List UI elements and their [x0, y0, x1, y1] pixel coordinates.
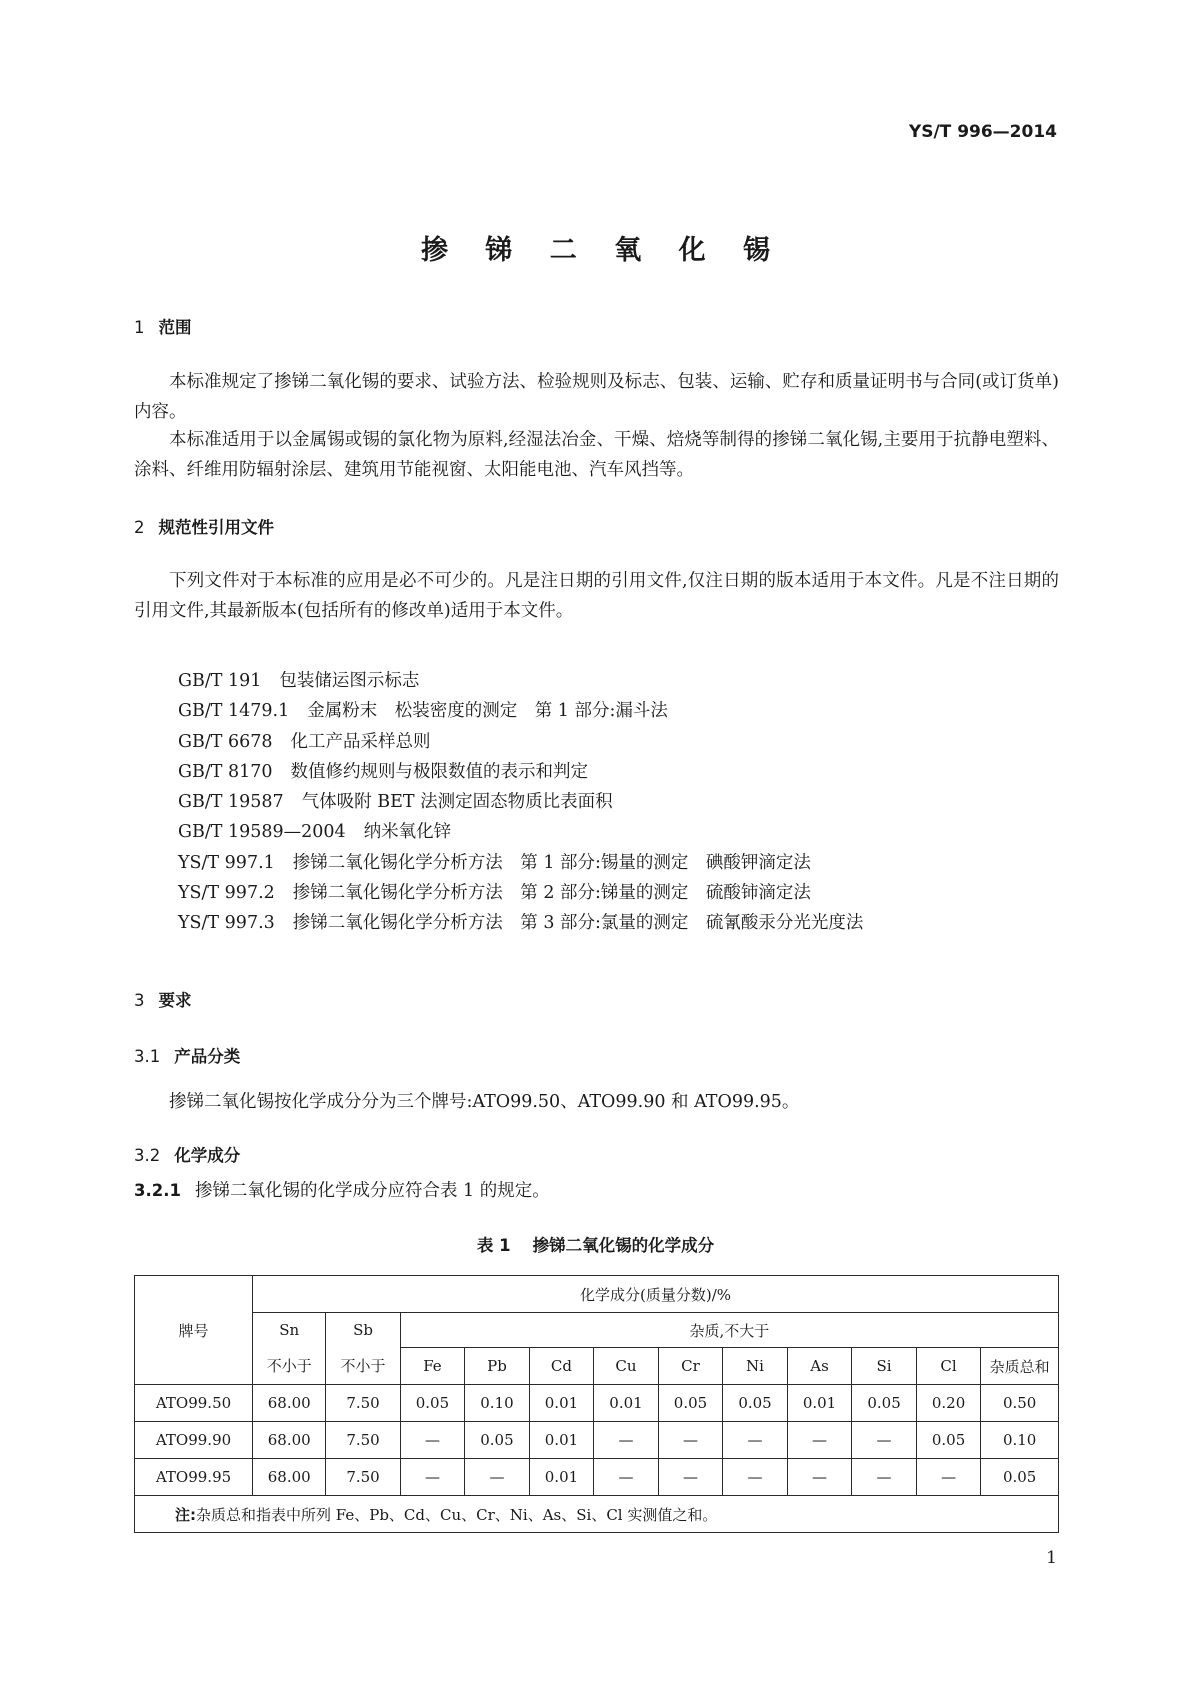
reference-code: GB/T 19587 [178, 792, 284, 813]
reference-title: 金属粉末 松装密度的测定 第 1 部分:漏斗法 [307, 701, 668, 722]
table-row [135, 1385, 1059, 1422]
section-1-paragraph-2: 本标准适用于以金属锡或锡的氯化物为原料,经湿法冶金、干燥、焙烧等制得的掺锑二氧化锡,主要用于抗静电塑料、涂料、纤维用防辐射涂层、建筑用节能视窗、太阳能电池、汽车风挡等。 [134, 430, 1059, 480]
impurity-cell: — [658, 1422, 723, 1459]
reference-list [178, 666, 863, 939]
section-title: 范围 [158, 318, 192, 337]
reference-item [178, 696, 863, 726]
impurity-total-cell: 0.05 [981, 1459, 1059, 1496]
section-3-2-heading [134, 1142, 240, 1166]
impurity-cell: 0.10 [465, 1385, 530, 1422]
impurity-cell: — [465, 1459, 530, 1496]
section-title: 化学成分 [174, 1146, 241, 1165]
impurity-col-header: 杂质总和 [981, 1348, 1059, 1385]
section-number: 1 [134, 318, 145, 337]
sb-min-label: 不小于 [326, 1348, 400, 1385]
section-number: 3.2 [134, 1146, 161, 1165]
section-number: 2 [134, 518, 145, 537]
page-number: 1 [1046, 1548, 1057, 1568]
impurity-col-header: Ni [723, 1348, 788, 1385]
impurity-col-header: Cd [529, 1348, 594, 1385]
reference-item [178, 787, 863, 817]
reference-title: 化工产品采样总则 [290, 731, 431, 752]
reference-code: GB/T 8170 [178, 761, 273, 782]
reference-code: GB/T 19589—2004 [178, 822, 346, 843]
clause-3-2-1 [134, 1177, 550, 1202]
composition-group-header: 化学成分(质量分数)/% [253, 1276, 1059, 1313]
section-3-1-paragraph: 掺锑二氧化锡按化学成分分为三个牌号:ATO99.50、ATO99.90 和 ATO99.95。 [169, 1092, 800, 1112]
impurity-cell: — [916, 1459, 981, 1496]
section-title: 规范性引用文件 [158, 518, 274, 537]
sb-header: Sb [326, 1313, 400, 1348]
impurity-cell: 0.05 [916, 1422, 981, 1459]
brand-cell: ATO99.95 [135, 1459, 253, 1496]
section-2-paragraph-1: 下列文件对于本标准的应用是必不可少的。凡是注日期的引用文件,仅注日期的版本适用于本文件。凡是不注日期的引用文件,其最新版本(包括所有的修改单)适用于本文件。 [134, 571, 1059, 621]
reference-item [178, 848, 863, 878]
reference-title: 纳米氧化锌 [363, 822, 452, 843]
reference-title: 掺锑二氧化锡化学分析方法 第 1 部分:锡量的测定 碘酸钾滴定法 [292, 852, 811, 873]
sn-cell: 68.00 [253, 1422, 326, 1459]
impurity-cell: 0.05 [852, 1385, 917, 1422]
table-caption-text: 掺锑二氧化锡的化学成分 [532, 1236, 715, 1255]
impurity-cell: 0.01 [787, 1385, 852, 1422]
section-number: 3 [134, 991, 145, 1010]
impurity-cell: — [594, 1422, 659, 1459]
reference-code: GB/T 1479.1 [178, 701, 290, 722]
impurity-cell: 0.01 [529, 1422, 594, 1459]
sb-cell: 7.50 [326, 1385, 400, 1422]
section-1-paragraph-1: 本标准规定了掺锑二氧化锡的要求、试验方法、检验规则及标志、包装、运输、贮存和质量证明书与合同(或订货单)内容。 [134, 372, 1059, 422]
impurity-total-cell: 0.50 [981, 1385, 1059, 1422]
reference-item [178, 666, 863, 696]
impurity-cell: 0.05 [400, 1385, 465, 1422]
impurity-cell: 0.01 [529, 1459, 594, 1496]
table-note-row [135, 1496, 1059, 1533]
table-row [135, 1422, 1059, 1459]
impurity-cell: 0.05 [723, 1385, 788, 1422]
section-2-heading [134, 514, 274, 538]
impurity-col-header: Cl [916, 1348, 981, 1385]
impurity-col-header: Fe [400, 1348, 465, 1385]
impurity-cell: — [658, 1459, 723, 1496]
impurity-cell: — [852, 1422, 917, 1459]
reference-title: 数值修约规则与极限数值的表示和判定 [290, 761, 589, 782]
section-3-1-heading [134, 1043, 240, 1067]
note-text: 杂质总和指表中所列 Fe、Pb、Cd、Cu、Cr、Ni、As、Si、Cl 实测值之和。 [196, 1505, 718, 1524]
standard-code: YS/T 996—2014 [908, 122, 1057, 142]
impurity-col-header: Cu [594, 1348, 659, 1385]
reference-title: 掺锑二氧化锡化学分析方法 第 2 部分:锑量的测定 硫酸铈滴定法 [292, 883, 811, 904]
reference-code: YS/T 997.1 [178, 852, 275, 873]
reference-code: YS/T 997.2 [178, 883, 275, 904]
impurity-col-header: Si [852, 1348, 917, 1385]
impurity-cell: 0.01 [529, 1385, 594, 1422]
impurity-cell: — [787, 1422, 852, 1459]
impurity-cell: — [400, 1459, 465, 1496]
table-caption-label: 表 1 [476, 1236, 511, 1255]
reference-code: GB/T 191 [178, 671, 262, 691]
reference-code: YS/T 997.3 [178, 913, 275, 934]
table-row [135, 1459, 1059, 1496]
chemical-composition-table [134, 1275, 1059, 1533]
impurity-cell: — [723, 1459, 788, 1496]
impurity-cell: 0.05 [658, 1385, 723, 1422]
reference-item [178, 817, 863, 847]
section-number: 3.1 [134, 1047, 161, 1066]
impurity-cell: — [723, 1422, 788, 1459]
section-1-heading [134, 314, 192, 338]
sn-cell: 68.00 [253, 1459, 326, 1496]
impurity-cell: 0.20 [916, 1385, 981, 1422]
sb-cell: 7.50 [326, 1422, 400, 1459]
document-title: 掺 锑 二 氧 化 锡 [421, 235, 784, 266]
section-title: 产品分类 [174, 1047, 241, 1066]
impurity-cell: — [852, 1459, 917, 1496]
impurity-col-header: As [787, 1348, 852, 1385]
brand-cell: ATO99.90 [135, 1422, 253, 1459]
reference-title: 气体吸附 BET 法测定固态物质比表面积 [301, 792, 613, 813]
impurity-cell: 0.05 [465, 1422, 530, 1459]
table-note [135, 1496, 1059, 1533]
note-label: 注: [175, 1505, 196, 1524]
table-caption [0, 1232, 1191, 1256]
reference-item [178, 757, 863, 787]
impurity-cell: — [787, 1459, 852, 1496]
reference-title: 包装储运图示标志 [279, 671, 420, 691]
sn-min-label: 不小于 [253, 1348, 326, 1385]
section-3-heading [134, 987, 192, 1011]
impurity-col-header: Pb [465, 1348, 530, 1385]
reference-code: GB/T 6678 [178, 731, 273, 752]
clause-text: 掺锑二氧化锡的化学成分应符合表 1 的规定。 [194, 1181, 550, 1201]
impurity-cell: — [594, 1459, 659, 1496]
reference-item [178, 878, 863, 908]
sn-header: Sn [253, 1313, 326, 1348]
impurity-header: 杂质,不大于 [400, 1313, 1058, 1348]
reference-title: 掺锑二氧化锡化学分析方法 第 3 部分:氯量的测定 硫氰酸汞分光光度法 [292, 913, 864, 934]
impurity-col-header: Cr [658, 1348, 723, 1385]
brand-header: 牌号 [135, 1276, 253, 1385]
impurity-cell: 0.01 [594, 1385, 659, 1422]
reference-item [178, 908, 863, 938]
impurity-cell: — [400, 1422, 465, 1459]
sb-cell: 7.50 [326, 1459, 400, 1496]
sn-cell: 68.00 [253, 1385, 326, 1422]
clause-number: 3.2.1 [134, 1181, 181, 1200]
impurity-total-cell: 0.10 [981, 1422, 1059, 1459]
section-title: 要求 [158, 991, 192, 1010]
reference-item [178, 727, 863, 757]
brand-cell: ATO99.50 [135, 1385, 253, 1422]
